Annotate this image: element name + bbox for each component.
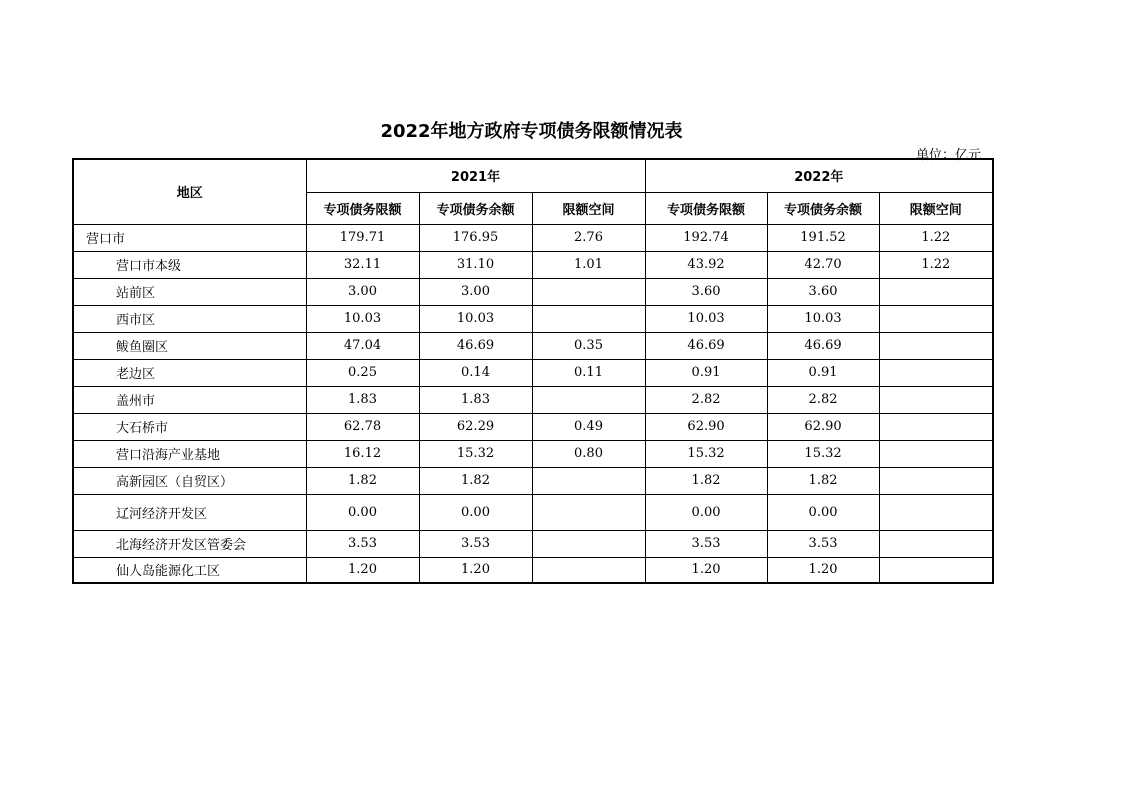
value-cell: 1.82 <box>645 467 767 494</box>
value-cell <box>879 359 993 386</box>
value-cell <box>532 530 645 557</box>
value-cell: 1.01 <box>532 251 645 278</box>
value-cell: 0.91 <box>767 359 879 386</box>
value-cell: 42.70 <box>767 251 879 278</box>
value-cell: 0.35 <box>532 332 645 359</box>
value-cell <box>532 494 645 530</box>
region-name-cell: 老边区 <box>73 359 306 386</box>
region-name-cell: 营口市本级 <box>73 251 306 278</box>
value-cell <box>879 278 993 305</box>
value-cell: 1.20 <box>306 557 419 583</box>
region-name-cell: 盖州市 <box>73 386 306 413</box>
value-cell: 62.90 <box>767 413 879 440</box>
value-cell: 179.71 <box>306 224 419 251</box>
value-cell: 46.69 <box>767 332 879 359</box>
value-cell: 62.90 <box>645 413 767 440</box>
header-2021-space: 限额空间 <box>532 192 645 224</box>
value-cell <box>532 557 645 583</box>
value-cell: 1.20 <box>645 557 767 583</box>
value-cell: 1.83 <box>306 386 419 413</box>
value-cell: 1.82 <box>419 467 532 494</box>
value-cell: 15.32 <box>645 440 767 467</box>
value-cell: 0.00 <box>306 494 419 530</box>
value-cell <box>532 278 645 305</box>
header-2022-limit: 专项债务限额 <box>645 192 767 224</box>
value-cell: 1.20 <box>419 557 532 583</box>
value-cell: 31.10 <box>419 251 532 278</box>
region-name-cell: 大石桥市 <box>73 413 306 440</box>
table-row <box>73 386 993 413</box>
region-name-cell: 高新园区（自贸区） <box>73 467 306 494</box>
table-row <box>73 530 993 557</box>
value-cell: 0.25 <box>306 359 419 386</box>
value-cell: 0.14 <box>419 359 532 386</box>
value-cell: 3.53 <box>419 530 532 557</box>
table-row <box>73 467 993 494</box>
header-2022-balance: 专项债务余额 <box>767 192 879 224</box>
table-row <box>73 413 993 440</box>
table-row <box>73 557 993 583</box>
value-cell <box>879 440 993 467</box>
table-row <box>73 332 993 359</box>
value-cell: 0.11 <box>532 359 645 386</box>
value-cell: 1.20 <box>767 557 879 583</box>
region-name-cell: 鲅鱼圈区 <box>73 332 306 359</box>
value-cell: 1.82 <box>767 467 879 494</box>
value-cell: 10.03 <box>419 305 532 332</box>
value-cell <box>879 494 993 530</box>
value-cell: 1.83 <box>419 386 532 413</box>
value-cell: 191.52 <box>767 224 879 251</box>
region-name-cell: 站前区 <box>73 278 306 305</box>
table-row <box>73 251 993 278</box>
value-cell: 3.00 <box>419 278 532 305</box>
value-cell: 1.22 <box>879 251 993 278</box>
value-cell: 3.60 <box>767 278 879 305</box>
value-cell <box>532 305 645 332</box>
value-cell: 1.82 <box>306 467 419 494</box>
value-cell: 3.00 <box>306 278 419 305</box>
region-name-cell: 营口市 <box>73 224 306 251</box>
value-cell: 2.82 <box>767 386 879 413</box>
header-region: 地区 <box>73 159 306 224</box>
value-cell: 0.00 <box>767 494 879 530</box>
value-cell <box>879 305 993 332</box>
value-cell <box>532 467 645 494</box>
value-cell <box>879 386 993 413</box>
value-cell: 0.00 <box>419 494 532 530</box>
value-cell: 3.60 <box>645 278 767 305</box>
value-cell: 46.69 <box>645 332 767 359</box>
value-cell: 10.03 <box>306 305 419 332</box>
table-row <box>73 440 993 467</box>
value-cell: 3.53 <box>645 530 767 557</box>
value-cell: 62.78 <box>306 413 419 440</box>
value-cell: 15.32 <box>767 440 879 467</box>
value-cell <box>879 413 993 440</box>
value-cell: 0.49 <box>532 413 645 440</box>
table-row <box>73 359 993 386</box>
header-2022-space: 限额空间 <box>879 192 993 224</box>
region-name-cell: 北海经济开发区管委会 <box>73 530 306 557</box>
region-name-cell: 西市区 <box>73 305 306 332</box>
value-cell: 1.22 <box>879 224 993 251</box>
region-name-cell: 营口沿海产业基地 <box>73 440 306 467</box>
value-cell: 192.74 <box>645 224 767 251</box>
value-cell: 3.53 <box>306 530 419 557</box>
table-row <box>73 278 993 305</box>
value-cell <box>532 386 645 413</box>
region-name-cell: 仙人岛能源化工区 <box>73 557 306 583</box>
value-cell: 3.53 <box>767 530 879 557</box>
value-cell: 62.29 <box>419 413 532 440</box>
table-row <box>73 224 993 251</box>
page-title: 2022年地方政府专项债务限额情况表 <box>380 121 683 142</box>
value-cell: 15.32 <box>419 440 532 467</box>
header-year-2021: 2021年 <box>306 159 645 192</box>
value-cell <box>879 530 993 557</box>
header-2021-limit: 专项债务限额 <box>306 192 419 224</box>
value-cell: 0.00 <box>645 494 767 530</box>
unit-label: 单位：亿元 <box>916 148 982 163</box>
value-cell: 10.03 <box>645 305 767 332</box>
region-name-cell: 辽河经济开发区 <box>73 494 306 530</box>
value-cell: 46.69 <box>419 332 532 359</box>
value-cell: 47.04 <box>306 332 419 359</box>
value-cell: 0.91 <box>645 359 767 386</box>
header-year-2022: 2022年 <box>645 159 993 192</box>
table-row <box>73 494 993 530</box>
value-cell: 0.80 <box>532 440 645 467</box>
value-cell: 10.03 <box>767 305 879 332</box>
value-cell: 32.11 <box>306 251 419 278</box>
value-cell: 16.12 <box>306 440 419 467</box>
value-cell: 43.92 <box>645 251 767 278</box>
header-2021-balance: 专项债务余额 <box>419 192 532 224</box>
value-cell: 2.82 <box>645 386 767 413</box>
debt-limit-table <box>72 158 994 584</box>
value-cell <box>879 332 993 359</box>
value-cell: 176.95 <box>419 224 532 251</box>
value-cell <box>879 557 993 583</box>
value-cell: 2.76 <box>532 224 645 251</box>
table-row <box>73 305 993 332</box>
value-cell <box>879 467 993 494</box>
